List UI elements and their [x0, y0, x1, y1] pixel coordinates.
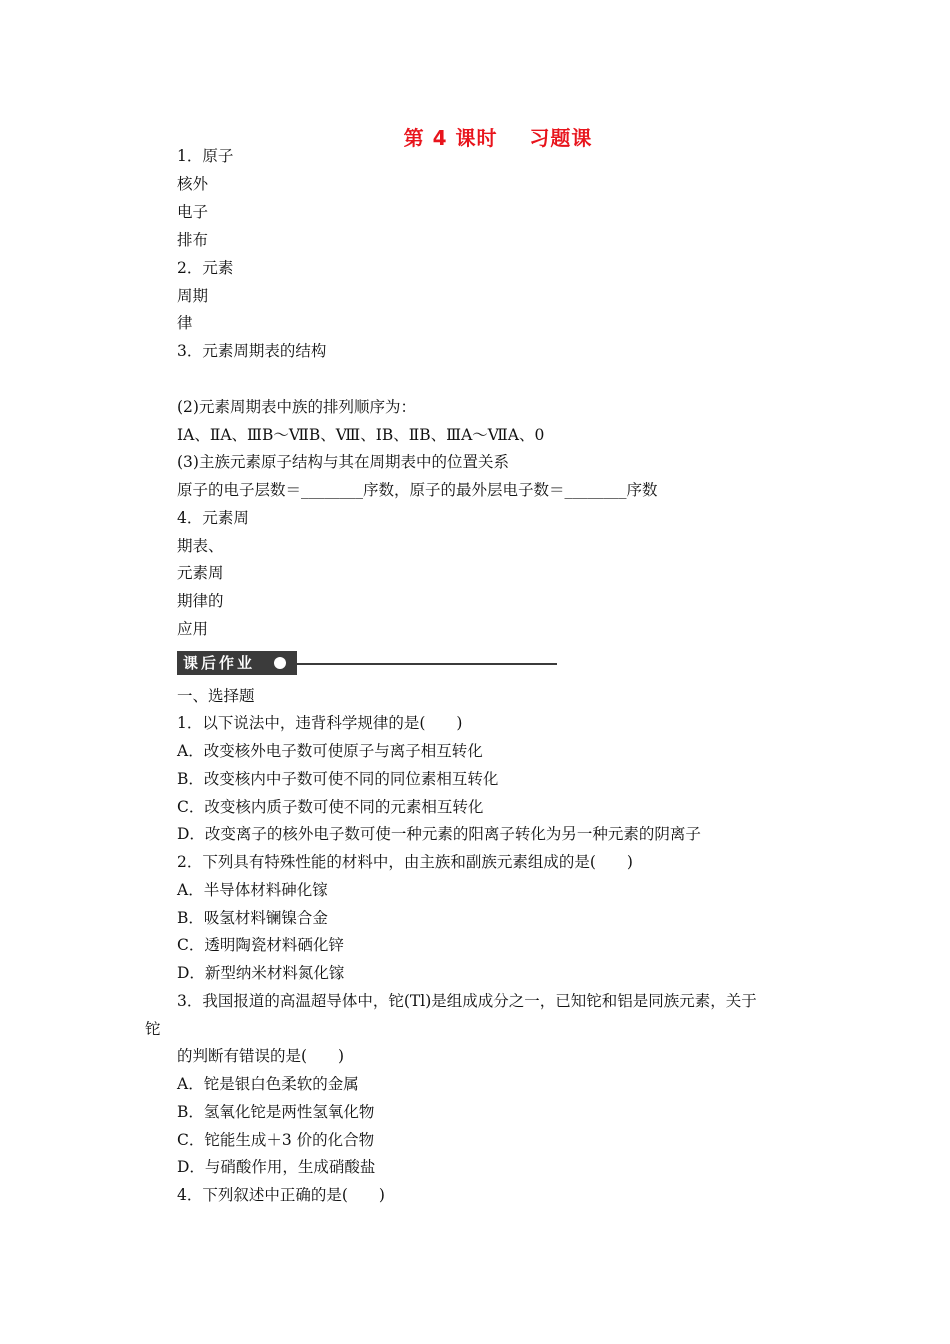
- option: B．吸氢材料镧镍合金: [177, 909, 328, 927]
- review-item-4-line: 期律的: [177, 592, 224, 610]
- review-item-4-line: 期表、: [177, 537, 224, 555]
- option: C．铊能生成＋3 价的化合物: [177, 1131, 375, 1149]
- review-item-1-line: 电子: [177, 203, 209, 221]
- review-item-3-3: (3)主族元素原子结构与其在周期表中的位置关系: [177, 453, 509, 471]
- question-stem: 4．下列叙述中正确的是( ): [177, 1186, 385, 1204]
- option: A．铊是银白色柔软的金属: [177, 1075, 359, 1093]
- option: C．透明陶瓷材料硒化锌: [177, 936, 344, 954]
- option: B．氢氧化铊是两性氢氧化物: [177, 1103, 375, 1121]
- option: D．新型纳米材料氮化镓: [177, 964, 345, 982]
- review-item-4-line: 元素周: [177, 564, 224, 582]
- review-item-3-2: (2)元素周期表中族的排列顺序为：: [177, 398, 416, 416]
- position-relation: 原子的电子层数＝________序数，原子的最外层电子数＝________序数: [177, 481, 658, 499]
- option: B．改变核内中子数可使不同的同位素相互转化: [177, 770, 499, 788]
- question-stem: 1．以下说法中，违背科学规律的是( ): [177, 714, 463, 732]
- question-stem-wrap: 铊: [145, 1020, 161, 1038]
- review-item-1-line: 1．原子: [177, 147, 234, 165]
- review-item-1-line: 核外: [177, 175, 209, 193]
- option: D．与硝酸作用，生成硝酸盐: [177, 1158, 376, 1176]
- review-item-4-line: 应用: [177, 620, 209, 638]
- group-order: ⅠA、ⅡA、ⅢB～ⅦB、Ⅷ、ⅠB、ⅡB、ⅢA～ⅦA、0: [177, 426, 545, 444]
- option: A．改变核外电子数可使原子与离子相互转化: [177, 742, 483, 760]
- review-item-4-line: 4．元素周: [177, 509, 249, 527]
- option: C．改变核内质子数可使不同的元素相互转化: [177, 798, 484, 816]
- review-item-3-title: 3．元素周期表的结构: [177, 342, 327, 360]
- review-item-2-line: 律: [177, 314, 193, 332]
- section-title: 一、选择题: [177, 687, 255, 705]
- review-item-2-line: 2．元素: [177, 259, 234, 277]
- option: D．改变离子的核外电子数可使一种元素的阳离子转化为另一种元素的阴离子: [177, 825, 701, 843]
- question-stem: 3．我国报道的高温超导体中，铊(Tl)是组成成分之一，已知铊和铝是同族元素，关于: [177, 992, 757, 1010]
- page-title: 第 4 课时 习题课: [403, 126, 593, 150]
- review-item-2-line: 周期: [177, 287, 209, 305]
- header-divider: [297, 663, 557, 665]
- bullet-dot-icon: [274, 657, 286, 669]
- option: A．半导体材料砷化镓: [177, 881, 328, 899]
- homework-header: 课后作业: [177, 651, 297, 675]
- question-stem: 的判断有错误的是( ): [177, 1047, 345, 1065]
- question-stem: 2．下列具有特殊性能的材料中，由主族和副族元素组成的是( ): [177, 853, 633, 871]
- review-item-1-line: 排布: [177, 231, 209, 249]
